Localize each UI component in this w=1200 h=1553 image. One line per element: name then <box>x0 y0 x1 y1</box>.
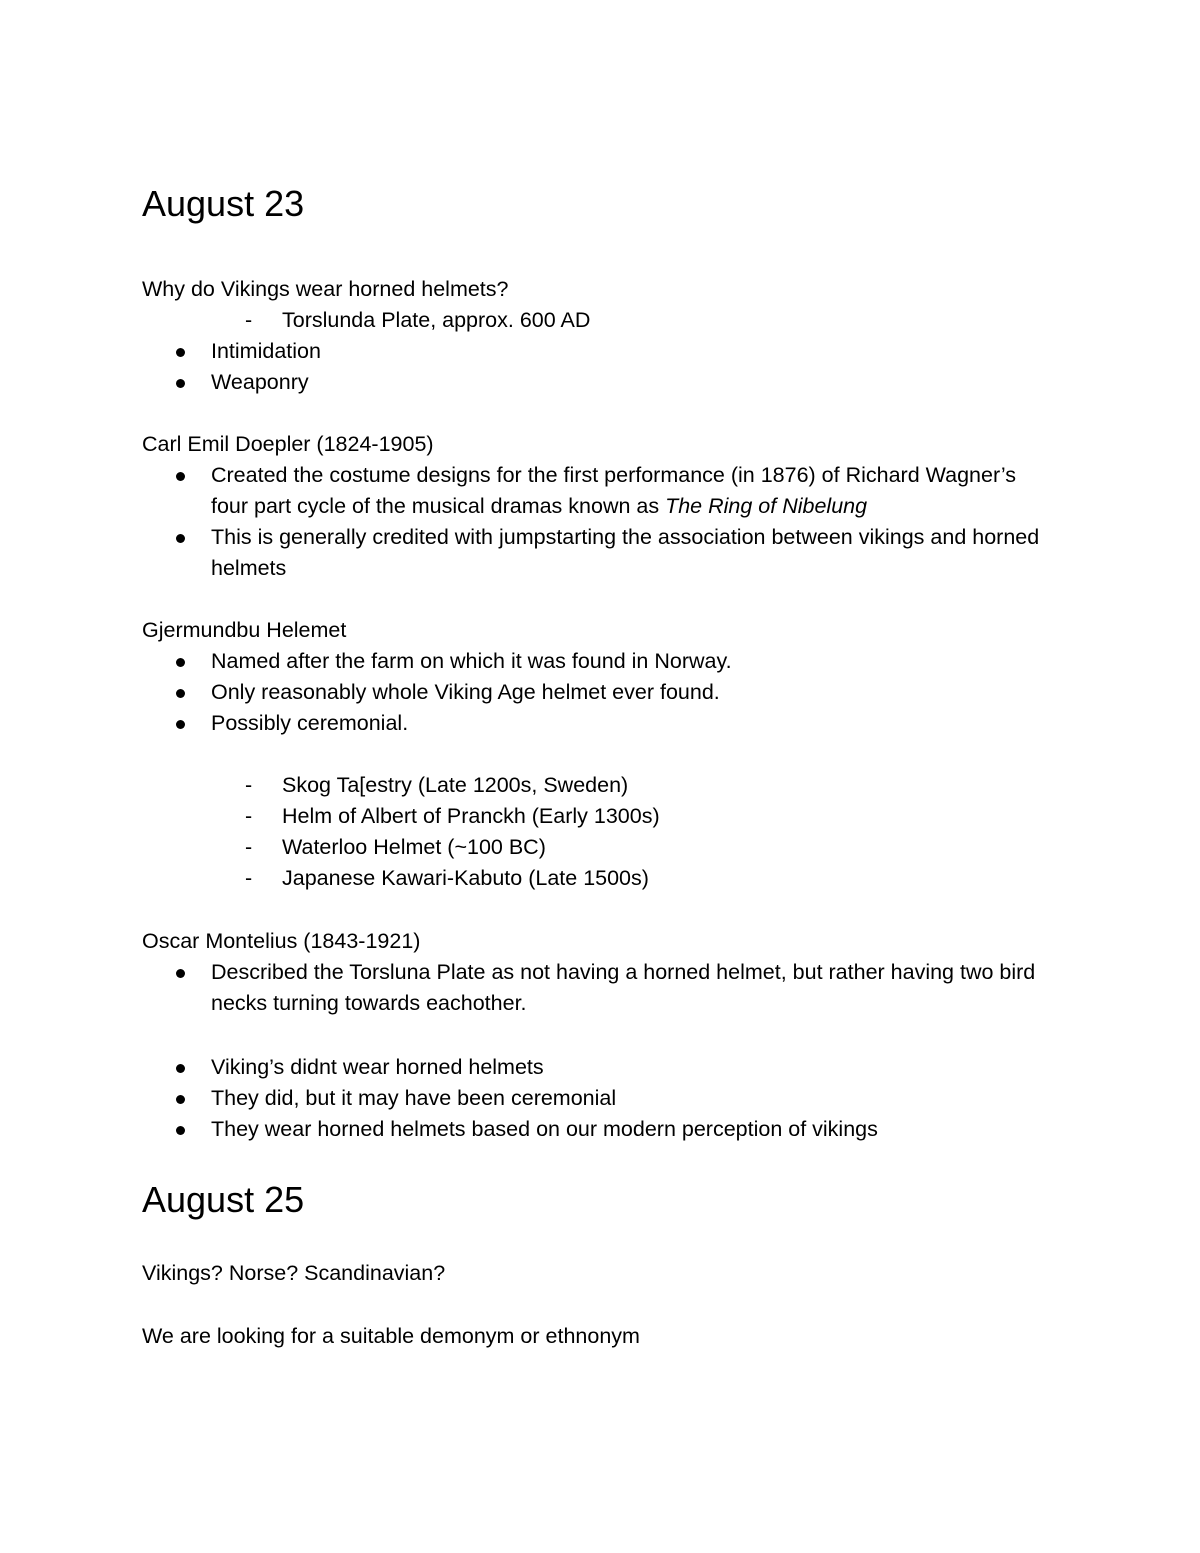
bullet-icon <box>176 348 185 357</box>
question-horned-helmets: Why do Vikings wear horned helmets? <box>142 277 509 301</box>
dash-mark: - <box>245 835 253 859</box>
dash-mark: - <box>245 804 253 828</box>
dash-text: Helm of Albert of Pranckh (Early 1300s) <box>282 804 660 828</box>
dash-mark: - <box>245 773 253 797</box>
question-vikings-norse: Vikings? Norse? Scandinavian? <box>142 1261 446 1285</box>
bullet-item <box>176 522 1056 584</box>
dash-text: Torslunda Plate, approx. 600 AD <box>282 308 591 332</box>
bullet-icon <box>176 1095 185 1104</box>
bullet-icon <box>176 658 185 667</box>
bullet-text: Weaponry <box>211 370 309 394</box>
dash-mark: - <box>245 866 253 890</box>
bullet-text: Viking’s didnt wear horned helmets <box>211 1055 544 1079</box>
dash-text: Japanese Kawari-Kabuto (Late 1500s) <box>282 866 649 890</box>
demonym-text: We are looking for a suitable demonym or ethnonym <box>142 1324 640 1348</box>
bullet-icon <box>176 379 185 388</box>
bullet-text: Intimidation <box>211 339 321 363</box>
bullet-text-italic: The Ring of Nibelung <box>665 494 868 518</box>
bullet-icon <box>176 689 185 698</box>
bullet-icon <box>176 720 185 729</box>
bullet-text: This is generally credited with jumpstarting the association between vikings and horned helmets <box>211 525 1040 580</box>
bullet-text: Described the Torsluna Plate as not having a horned helmet, but rather having two bird necks turning towards eachother. <box>211 960 1036 1015</box>
gjermundbu-title: Gjermundbu Helemet <box>142 618 347 642</box>
dash-text: Waterloo Helmet (~100 BC) <box>282 835 546 859</box>
bullet-text: They wear horned helmets based on our modern perception of vikings <box>211 1117 878 1141</box>
bullet-item <box>176 460 1056 522</box>
dash-mark: - <box>245 308 253 332</box>
bullet-text: Named after the farm on which it was found in Norway. <box>211 649 732 673</box>
bullet-text: They did, but it may have been ceremonial <box>211 1086 617 1110</box>
bullet-text <box>211 460 1056 522</box>
heading-august-23: August 23 <box>142 183 305 224</box>
bullet-icon <box>176 969 185 978</box>
bullet-icon <box>176 534 185 543</box>
bullet-icon <box>176 472 185 481</box>
heading-august-25: August 25 <box>142 1179 305 1220</box>
doepler-title: Carl Emil Doepler (1824-1905) <box>142 432 434 456</box>
bullet-text: Possibly ceremonial. <box>211 711 409 735</box>
bullet-icon <box>176 1064 185 1073</box>
montelius-title: Oscar Montelius (1843-1921) <box>142 929 421 953</box>
dash-text: Skog Ta[estry (Late 1200s, Sweden) <box>282 773 629 797</box>
bullet-icon <box>176 1126 185 1135</box>
bullet-item <box>176 957 1056 1019</box>
bullet-text-plain: Created the costume designs for the first performance (in 1876) of Richard Wagner’s four part cycle of the musical dramas known as <box>211 463 1017 518</box>
bullet-text: Only reasonably whole Viking Age helmet ever found. <box>211 680 720 704</box>
